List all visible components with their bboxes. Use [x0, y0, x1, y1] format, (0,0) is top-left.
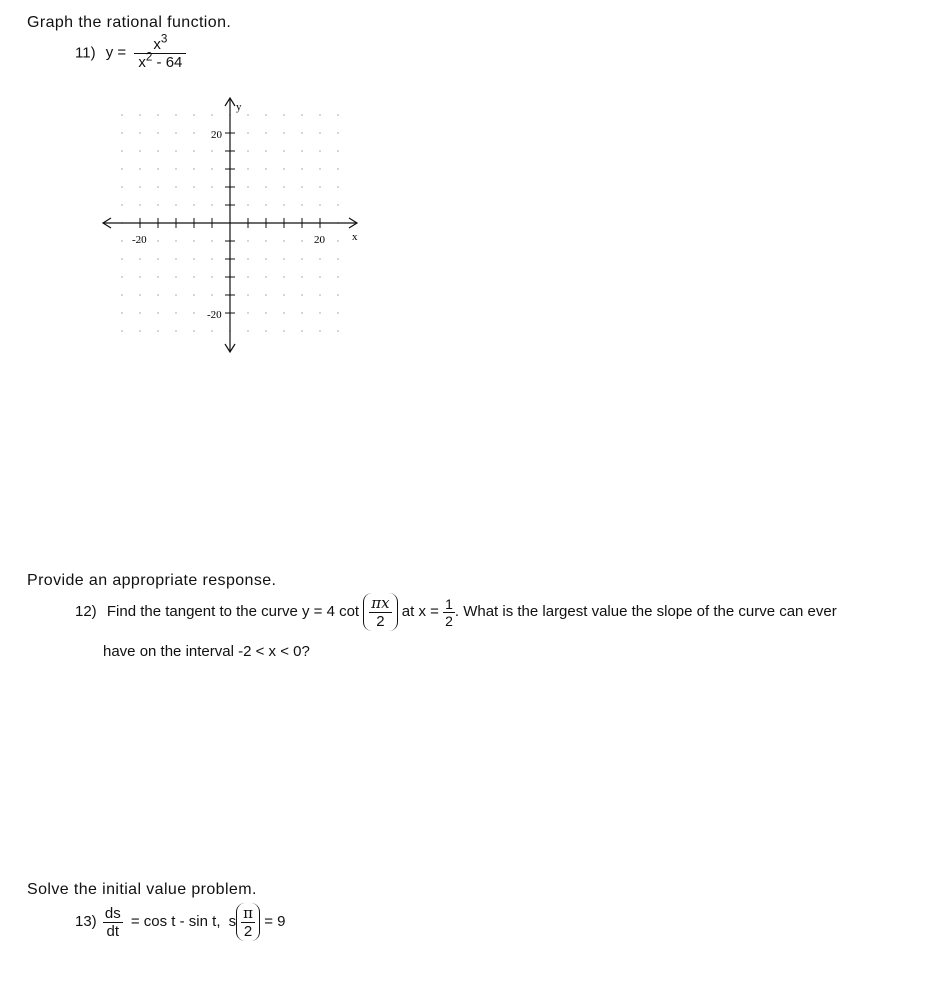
grid-dot [121, 258, 123, 260]
grid-dot [301, 186, 303, 188]
grid-dot [301, 294, 303, 296]
grid-dot [283, 114, 285, 116]
x-value-fraction [443, 596, 455, 629]
grid-dot [139, 150, 141, 152]
grid-dot [175, 240, 177, 242]
grid-dot [121, 168, 123, 170]
grid-dot [211, 294, 213, 296]
initial-s-label: s [228, 912, 237, 930]
grid-dot [247, 330, 249, 332]
grid-dot [283, 132, 285, 134]
grid-dot [139, 186, 141, 188]
grid-dot [301, 276, 303, 278]
grid-dot [193, 150, 195, 152]
grid-dot [319, 168, 321, 170]
grid-dot [175, 258, 177, 260]
grid-dot [283, 168, 285, 170]
grid-dot [175, 276, 177, 278]
grid-dot [265, 276, 267, 278]
grid-dot [211, 330, 213, 332]
cot-arg-denominator: 2 [369, 612, 391, 630]
grid-dot [319, 204, 321, 206]
grid-dot [337, 186, 339, 188]
cot-argument-parentheses [363, 593, 397, 631]
grid-dot [193, 294, 195, 296]
grid-dot [319, 312, 321, 314]
grid-dot [193, 312, 195, 314]
derivative-numerator: ds [104, 904, 121, 922]
grid-dot [175, 186, 177, 188]
grid-dot [211, 186, 213, 188]
grid-dot [301, 150, 303, 152]
derivative-denominator: dt [103, 922, 123, 940]
cot-argument-fraction [369, 594, 391, 630]
initial-arg-numerator: π [243, 904, 254, 922]
grid-dot [265, 240, 267, 242]
grid-dot [211, 276, 213, 278]
grid-dot [121, 276, 123, 278]
denominator-rest: - 64 [152, 54, 183, 71]
grid-dot [337, 258, 339, 260]
grid-dot [247, 294, 249, 296]
grid-dot [337, 330, 339, 332]
grid-dot [139, 132, 141, 134]
grid-dot [301, 132, 303, 134]
tick-label-y-pos20: 20 [211, 129, 222, 141]
coordinate-grid [95, 92, 370, 357]
grid-dot [211, 258, 213, 260]
grid-dot [301, 312, 303, 314]
initial-value: = 9 [264, 912, 286, 930]
grid-dot [283, 294, 285, 296]
grid-dot [157, 240, 159, 242]
grid-dot [319, 276, 321, 278]
grid-dot [121, 186, 123, 188]
tick-label-x-pos20: 20 [314, 234, 325, 246]
tick-label-x-neg20: -20 [132, 234, 147, 246]
grid-dot [193, 132, 195, 134]
grid-dot [193, 204, 195, 206]
grid-dot [157, 294, 159, 296]
grid-dot [211, 240, 213, 242]
y-axis-label: y [236, 101, 242, 113]
grid-dot [157, 258, 159, 260]
grid-dot [121, 150, 123, 152]
problem-text-after: . What is the largest value the slope of the curve can ever [454, 602, 837, 620]
rational-fraction [134, 32, 186, 71]
grid-dot [265, 132, 267, 134]
x-value-denominator: 2 [445, 612, 453, 629]
grid-dot [157, 204, 159, 206]
grid-dot [319, 330, 321, 332]
section-title-rational: Graph the rational function. [27, 14, 232, 31]
grid-dot [301, 240, 303, 242]
grid-dot [139, 276, 141, 278]
grid-dot [193, 114, 195, 116]
grid-dot [337, 150, 339, 152]
grid-dot [337, 114, 339, 116]
grid-dot [265, 204, 267, 206]
grid-dot [247, 186, 249, 188]
grid-dot [157, 312, 159, 314]
grid-dot [301, 204, 303, 206]
grid-dot [319, 150, 321, 152]
problem-12-line2: have on the interval -2 < x < 0? [103, 643, 310, 660]
grid-dot [247, 114, 249, 116]
grid-dot [283, 150, 285, 152]
grid-dot [247, 204, 249, 206]
grid-dot [337, 240, 339, 242]
grid-dot [301, 114, 303, 116]
grid-dot [283, 312, 285, 314]
problem-13 [75, 903, 285, 941]
grid-dot [283, 186, 285, 188]
grid-dot [265, 186, 267, 188]
grid-dot [301, 330, 303, 332]
ode-equation: = cos t - sin t, [130, 912, 221, 930]
grid-dot [283, 258, 285, 260]
grid-dot [337, 204, 339, 206]
grid-dot [283, 240, 285, 242]
grid-dot [247, 168, 249, 170]
fraction-numerator [134, 32, 186, 53]
grid-dot [337, 294, 339, 296]
grid-dot [265, 312, 267, 314]
grid-dot [175, 312, 177, 314]
grid-dot [265, 168, 267, 170]
initial-arg-denominator: 2 [241, 922, 255, 940]
grid-dot [157, 114, 159, 116]
grid-dot [139, 114, 141, 116]
grid-dot [157, 330, 159, 332]
grid-dot [193, 276, 195, 278]
grid-dot [193, 258, 195, 260]
grid-dot [247, 258, 249, 260]
grid-dot [247, 276, 249, 278]
grid-dot [139, 204, 141, 206]
problem-12 [75, 593, 837, 631]
problem-number: 12) [75, 602, 97, 620]
grid-dot [319, 186, 321, 188]
grid-dot [247, 312, 249, 314]
grid-dot [337, 132, 339, 134]
grid-dot [265, 294, 267, 296]
grid-dot [265, 114, 267, 116]
x-value-numerator: 1 [445, 595, 453, 612]
numerator-base: x [153, 36, 161, 53]
equation-lhs: y = [105, 44, 127, 62]
grid-dot [211, 204, 213, 206]
grid-dot [121, 114, 123, 116]
grid-dot [247, 240, 249, 242]
axes [103, 98, 357, 352]
grid-dot [211, 114, 213, 116]
cot-arg-numerator: πx [371, 594, 390, 612]
grid-dot [193, 330, 195, 332]
grid-dot [319, 114, 321, 116]
grid-dot [139, 330, 141, 332]
grid-dot [319, 132, 321, 134]
grid-dot [121, 294, 123, 296]
grid-dot [193, 186, 195, 188]
derivative-fraction [103, 905, 123, 940]
initial-argument-fraction [241, 904, 255, 940]
grid-dot [211, 168, 213, 170]
grid-dot [175, 168, 177, 170]
denominator-exponent: 2 [145, 50, 153, 64]
grid-dot [193, 168, 195, 170]
grid-dot [337, 312, 339, 314]
grid-dot [337, 276, 339, 278]
grid-dot [121, 132, 123, 134]
grid-dot [157, 168, 159, 170]
fraction-denominator [134, 50, 186, 71]
tick-label-y-neg20: -20 [207, 309, 222, 321]
grid-dot [175, 330, 177, 332]
grid-dot [157, 150, 159, 152]
section-title-initial-value: Solve the initial value problem. [27, 881, 257, 898]
grid-dot [337, 168, 339, 170]
grid-dot [301, 168, 303, 170]
grid-dot [175, 150, 177, 152]
problem-11 [75, 32, 186, 71]
grid-dot [265, 330, 267, 332]
x-axis-label: x [352, 231, 358, 243]
grid-dot [247, 150, 249, 152]
grid-dot [139, 258, 141, 260]
grid-dot [175, 114, 177, 116]
grid-dot [121, 330, 123, 332]
grid-dot [157, 186, 159, 188]
grid-dot [301, 258, 303, 260]
grid-dot [193, 240, 195, 242]
numerator-exponent: 3 [160, 32, 168, 46]
problem-text-before: Find the tangent to the curve y = 4 cot [106, 602, 360, 620]
grid-dot [175, 204, 177, 206]
initial-argument-parentheses [236, 903, 260, 941]
denominator-base: x [138, 54, 146, 71]
problem-number: 11) [75, 44, 96, 62]
grid-dot [283, 204, 285, 206]
problem-text-mid: at x = [401, 602, 439, 620]
grid-dot [247, 132, 249, 134]
grid-dot [283, 330, 285, 332]
grid-dot [175, 132, 177, 134]
grid-dot [319, 294, 321, 296]
section-title-response: Provide an appropriate response. [27, 572, 277, 589]
problem-number: 13) [75, 912, 97, 930]
grid-dot [139, 312, 141, 314]
grid-dot [283, 276, 285, 278]
grid-dot [265, 150, 267, 152]
grid-dot [157, 132, 159, 134]
grid-dot [121, 204, 123, 206]
grid-dot [139, 294, 141, 296]
grid-dot [211, 150, 213, 152]
grid-dot [265, 258, 267, 260]
grid-dot [157, 276, 159, 278]
grid-dot [121, 312, 123, 314]
grid-dot [139, 168, 141, 170]
grid-dot [319, 258, 321, 260]
grid-dot [175, 294, 177, 296]
grid-dot [121, 240, 123, 242]
